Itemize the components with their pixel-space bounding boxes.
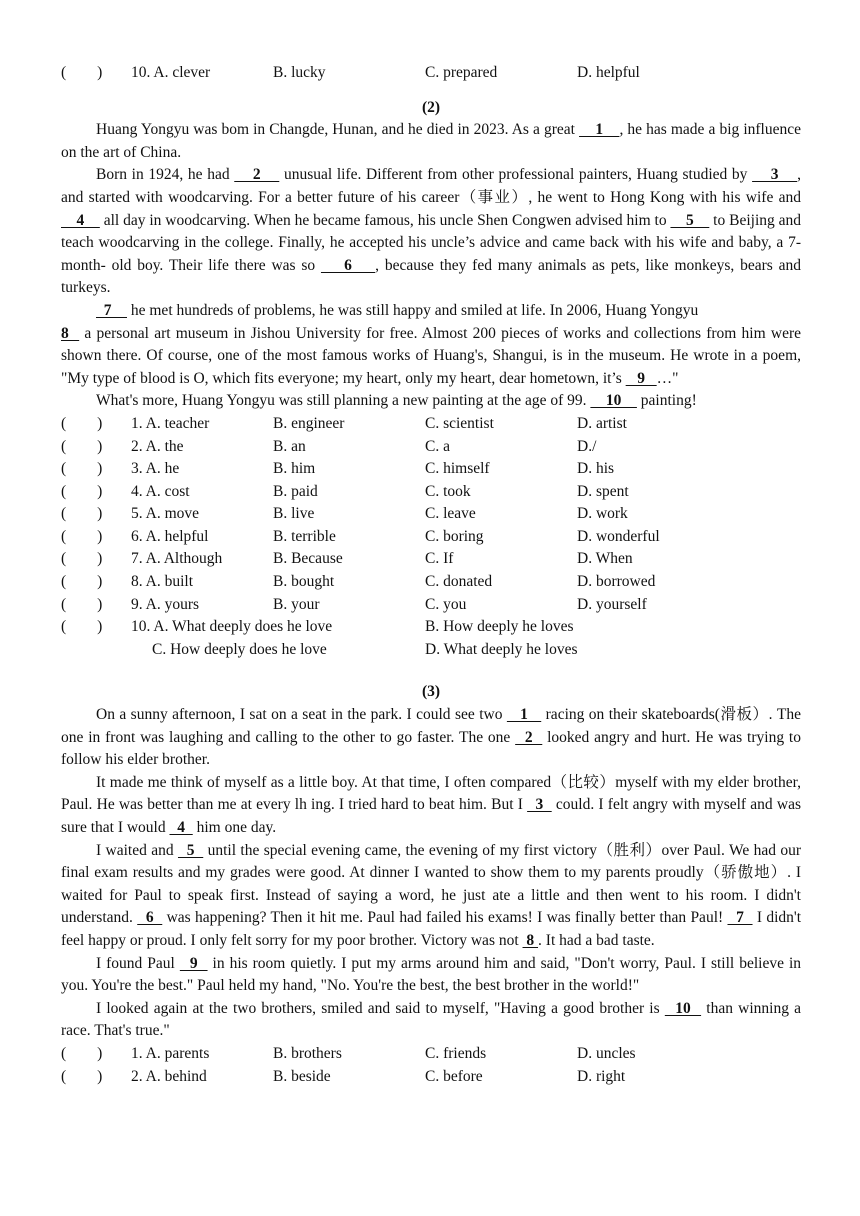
- text: Born in 1924, he had: [96, 166, 235, 184]
- text: ( ): [61, 1067, 103, 1085]
- text: D. yourself: [577, 595, 647, 613]
- option-b: B. lucky: [273, 64, 326, 81]
- text: , because they fed many animals as pets, like monkeys, bears and turkeys.: [61, 256, 801, 297]
- text: It made me think of myself as a little boy. At that time, I often compared（比较）myself with my elder brother, Paul. He was better than me at every lh ing. I tried hard to beat him. But I: [61, 773, 801, 814]
- text: C. leave: [425, 505, 476, 523]
- text: looked angry and hurt. He was trying to follow his elder brother.: [61, 728, 801, 769]
- text: 4. A. cost: [131, 482, 190, 500]
- text: D. his: [577, 460, 615, 478]
- text: What's more, Huang Yongyu was still planning a new painting at the age of 99.: [96, 392, 591, 410]
- text: , he has made a big influence on the art of China.: [61, 121, 801, 161]
- text: D. When: [577, 550, 633, 568]
- text: D. work: [577, 505, 628, 523]
- text: D./: [577, 437, 597, 455]
- text: than winning a race. That's true.": [61, 999, 802, 1040]
- text: I found Paul: [96, 954, 180, 972]
- text: ( ): [61, 414, 103, 432]
- text: ( ): [61, 1044, 103, 1062]
- passage-3: [61, 704, 801, 1043]
- paragraph: [61, 390, 801, 413]
- text: C. you: [425, 595, 467, 613]
- question-row: [61, 548, 801, 571]
- text: D. wonderful: [577, 527, 660, 545]
- text: B. him: [273, 460, 316, 478]
- blank-9: 9: [625, 369, 657, 387]
- text: C. took: [425, 482, 471, 500]
- question-row-10: [61, 616, 801, 639]
- text: 9. A. yours: [131, 595, 200, 613]
- text: D. artist: [577, 414, 627, 432]
- text: D. What deeply he loves: [425, 640, 578, 658]
- text: ( ): [61, 618, 103, 636]
- text: racing on their skateboards(滑板）. The one in front was laughing and calling to the other to go faster. The one: [61, 706, 802, 746]
- question-row: [61, 458, 801, 481]
- section-title-3: (3): [421, 683, 441, 701]
- paragraph: [61, 704, 801, 772]
- text: B. paid: [273, 482, 318, 500]
- text: B. an: [273, 437, 306, 455]
- paragraph: [61, 323, 801, 391]
- question-row: [61, 481, 801, 504]
- text: D. spent: [577, 482, 629, 500]
- text: 10. A. What deeply does he love: [131, 618, 333, 636]
- blank-2: 2: [515, 728, 543, 746]
- blank-6: 6: [137, 909, 163, 927]
- text: all day in woodcarving. When he became famous, his uncle Shen Congwen advised him to: [99, 211, 671, 229]
- text: C. himself: [425, 460, 490, 478]
- text: ( ): [61, 482, 103, 500]
- paragraph: [61, 953, 801, 998]
- blank-5: 5: [177, 841, 204, 859]
- text: C. donated: [425, 573, 493, 591]
- blank-4: 4: [61, 211, 100, 229]
- text: D. right: [577, 1067, 626, 1085]
- text: B. bought: [273, 573, 335, 591]
- text: 7. A. Although: [131, 550, 223, 568]
- text: B. brothers: [273, 1044, 342, 1062]
- text: C. scientist: [425, 414, 494, 432]
- text: B. engineer: [273, 414, 345, 432]
- text: could. I felt angry with myself and was sure that I would: [61, 796, 801, 836]
- text: I waited and: [96, 841, 178, 859]
- text: until the special evening came, the evening of my first victory（胜利）over Paul. We had our final exam results and my grades were good. At dinner I wanted to show them to my parents proudly（骄傲地）. I waited for Paul to speak first. Instead of saying a word, he just ate a little and then went to his room. I didn't understand.: [61, 841, 802, 927]
- text: he met hundreds of problems, he was still happy and smiled at life. In 2006, Huang Yongyu: [127, 301, 699, 319]
- text: 2. A. behind: [131, 1067, 207, 1085]
- section-title-2: (2): [421, 98, 441, 116]
- question-row: [61, 436, 801, 459]
- text: ( ): [61, 595, 103, 613]
- blank-7: 7: [727, 909, 753, 927]
- paragraph: [61, 300, 801, 323]
- option-a: 10. A. clever: [131, 64, 211, 81]
- blank-1: 1: [579, 121, 620, 139]
- text: 5. A. move: [131, 505, 200, 523]
- question-list-2: [61, 413, 801, 662]
- paragraph: [61, 164, 801, 300]
- text: ( ): [61, 437, 103, 455]
- text: B. beside: [273, 1067, 331, 1085]
- answer-paren: ( ): [61, 64, 103, 81]
- text: D. uncles: [577, 1044, 636, 1062]
- blank-1: 1: [506, 706, 542, 724]
- text: painting!: [636, 392, 697, 410]
- question-row: [61, 1066, 801, 1089]
- text: C. a: [425, 437, 450, 455]
- text: B. your: [273, 595, 320, 613]
- question-row: [61, 594, 801, 617]
- text: , and started with woodcarving. For a better future of his career（事业）, he went to Hong Kong with his wife and: [61, 166, 801, 206]
- question-row: [61, 571, 801, 594]
- text: On a sunny afternoon, I sat on a seat in the park. I could see two: [96, 706, 507, 724]
- blank-3: 3: [527, 796, 552, 814]
- paragraph: [61, 998, 801, 1043]
- text: 8. A. built: [131, 573, 194, 591]
- paragraph: [61, 772, 801, 840]
- text: . It had a bad taste.: [538, 931, 655, 949]
- text: Huang Yongyu was bom in Changde, Hunan, and he died in 2023. As a great: [96, 121, 580, 139]
- text: 6. A. helpful: [131, 527, 209, 545]
- text: C. friends: [425, 1044, 487, 1062]
- option-c: C. prepared: [425, 64, 498, 81]
- blank-8: 8: [61, 324, 80, 342]
- question-list-3: [61, 1043, 801, 1088]
- question-row: [61, 413, 801, 436]
- worksheet-page: [61, 62, 801, 1088]
- text: B. terrible: [273, 527, 336, 545]
- text: him one day.: [192, 819, 277, 836]
- text: in his room quietly. I put my arms around him and said, "Don't worry, Paul. I still believe in you. You're the best." Paul held my hand, "No. You're the best, the best brother in the world!": [61, 954, 801, 995]
- question-10-prev: [61, 62, 801, 85]
- blank-10: 10: [590, 392, 637, 410]
- option-d: D. helpful: [577, 64, 640, 81]
- question-row: [61, 1043, 801, 1066]
- blank-9: 9: [179, 954, 208, 972]
- text: 2. A. the: [131, 437, 184, 455]
- text: 1. A. parents: [131, 1044, 210, 1062]
- text: I didn't feel happy or proud. I only felt sorry for my poor brother. Victory was not: [61, 909, 801, 949]
- blank-8: 8: [522, 931, 539, 949]
- text: …": [656, 369, 679, 387]
- text: ( ): [61, 573, 103, 591]
- text: C. before: [425, 1067, 483, 1085]
- text: B. live: [273, 505, 315, 523]
- question-row: [61, 526, 801, 549]
- text: C. If: [425, 550, 454, 568]
- text: I looked again at the two brothers, smiled and said to myself, "Having a good brother is: [96, 999, 665, 1017]
- text: B. Because: [273, 550, 343, 568]
- paragraph: [61, 119, 801, 164]
- blank-3: 3: [752, 166, 798, 184]
- text: ( ): [61, 550, 103, 568]
- text: unusual life. Different from other professional painters, Huang studied by: [279, 166, 753, 184]
- text: was happening? Then it hit me. Paul had failed his exams! I was finally better than Paul!: [162, 909, 728, 927]
- passage-2: [61, 119, 801, 413]
- blank-6: 6: [320, 256, 376, 274]
- question-row: [61, 503, 801, 526]
- question-row-10-cont: [61, 639, 801, 662]
- text: 3. A. he: [131, 460, 180, 478]
- text: ( ): [61, 527, 103, 545]
- blank-2: 2: [234, 166, 280, 184]
- text: ( ): [61, 505, 103, 523]
- blank-5: 5: [670, 211, 710, 229]
- text: a personal art museum in Jishou University for free. Almost 200 pieces of works and collections from him were shown there. Of course, one of the most famous works of Huang's, Shangui, is in the museum. He wrote in a poem, "My type of blood is O, which fits everyone; my heart, only my heart, dear hometown, it’s: [61, 324, 801, 387]
- blank-4: 4: [169, 819, 193, 836]
- blank-7: 7: [96, 301, 127, 319]
- text: 1. A. teacher: [131, 414, 210, 432]
- text: B. How deeply he loves: [425, 618, 574, 636]
- text: ( ): [61, 460, 103, 478]
- text: C. How deeply does he love: [152, 640, 327, 658]
- text: C. boring: [425, 527, 484, 545]
- paragraph: [61, 840, 801, 953]
- blank-10: 10: [664, 999, 702, 1017]
- text: D. borrowed: [577, 573, 656, 591]
- text: to Beijing and teach woodcarving in the college. Finally, he accepted his uncle’s advice and came back with his wife and baby, a 7-month- old boy. Their life there was so: [61, 211, 802, 274]
